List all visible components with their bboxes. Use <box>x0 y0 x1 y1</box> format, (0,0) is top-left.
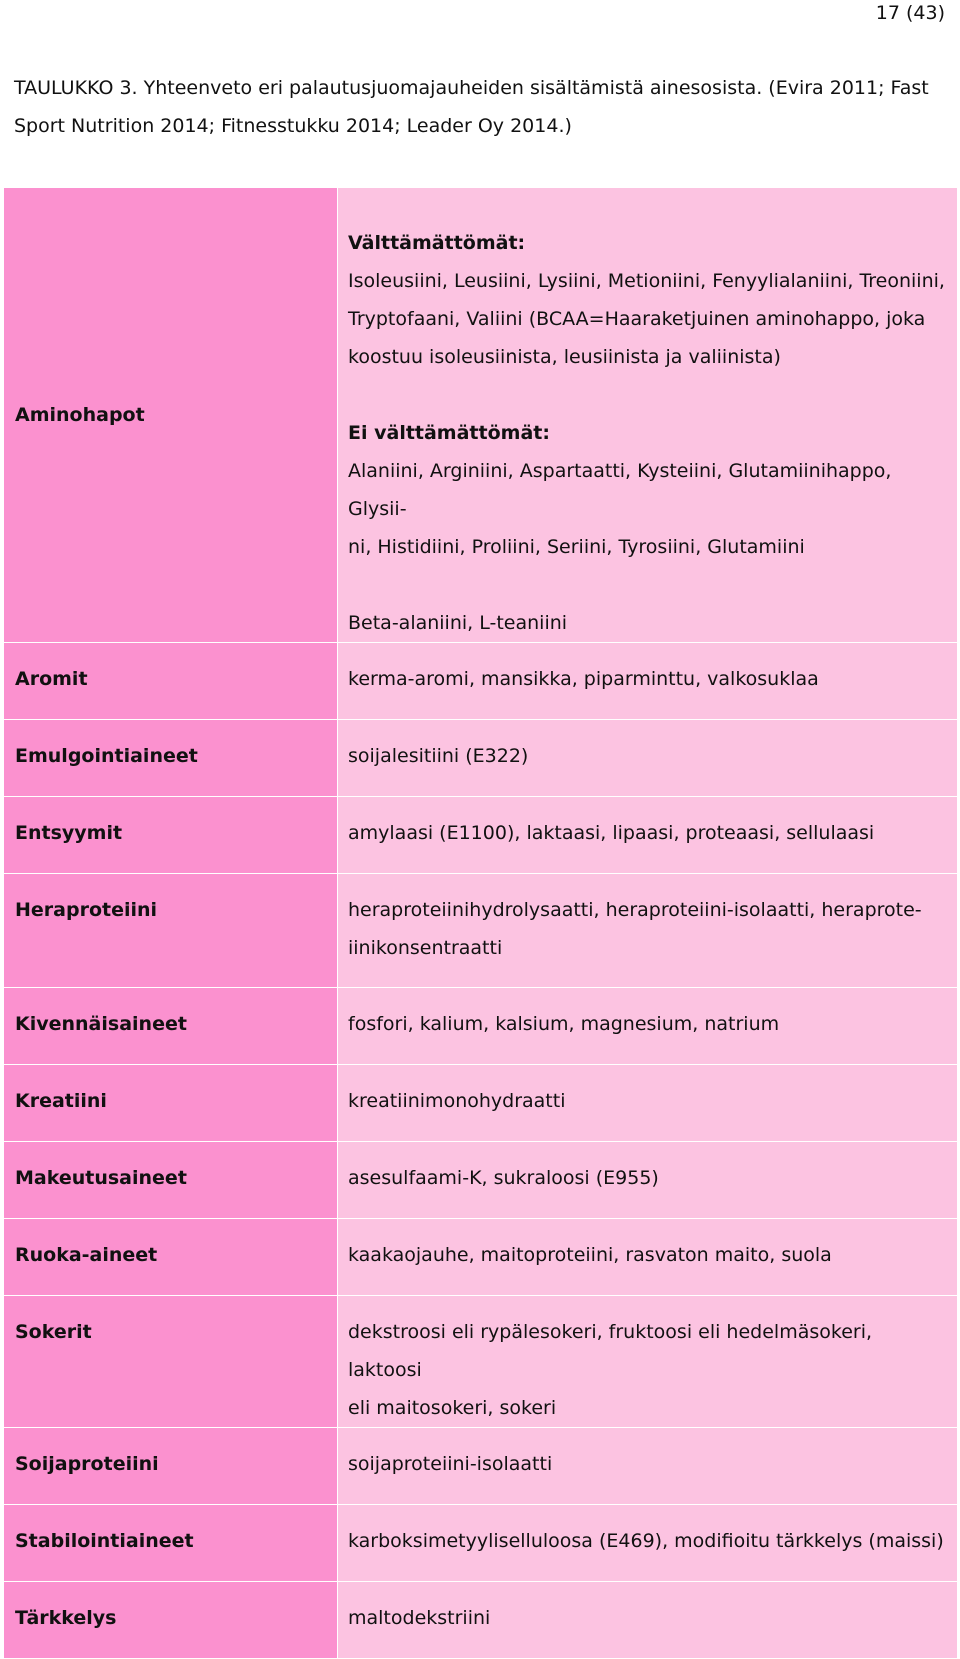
essential-line: Tryptofaani, Valiini (BCAA=Haaraketjuinen aminohappo, joka <box>348 308 926 330</box>
row-value <box>338 874 958 988</box>
row-value-line: soijalesitiini (E322) <box>348 745 529 767</box>
row-label: Emulgointiaineet <box>4 720 338 797</box>
row-value-line: maltodekstriini <box>348 1607 491 1629</box>
table-row <box>4 1219 958 1296</box>
row-value-line: amylaasi (E1100), laktaasi, lipaasi, proteaasi, sellulaasi <box>348 822 875 844</box>
ingredients-table <box>3 187 958 1659</box>
row-value-line: iinikonsentraatti <box>348 937 503 959</box>
table-row <box>4 643 958 720</box>
row-label: Sokerit <box>4 1296 338 1428</box>
table-row <box>4 1582 958 1659</box>
essential-line: Isoleusiini, Leusiini, Lysiini, Metioniini, Fenyylialaniini, Treoniini, <box>348 270 945 292</box>
table-row <box>4 1142 958 1219</box>
row-label: Aromit <box>4 643 338 720</box>
table-row <box>4 1428 958 1505</box>
row-label: Kivennäisaineet <box>4 988 338 1065</box>
row-label: Tärkkelys <box>4 1582 338 1659</box>
row-value-line: fosfori, kalium, kalsium, magnesium, natrium <box>348 1013 780 1035</box>
row-value-line: eli maitosokeri, sokeri <box>348 1397 557 1419</box>
other-amino-line: Beta-alaniini, L-teaniini <box>348 612 568 634</box>
row-value <box>338 797 958 874</box>
row-value-line: kerma-aromi, mansikka, piparminttu, valkosuklaa <box>348 668 819 690</box>
row-value-line: karboksimetyyliselluloosa (E469), modifioitu tärkkelys (maissi) <box>348 1530 944 1552</box>
row-value <box>338 720 958 797</box>
row-value <box>338 1065 958 1142</box>
row-value <box>338 1428 958 1505</box>
row-label: Heraproteiini <box>4 874 338 988</box>
row-label: Stabilointiaineet <box>4 1505 338 1582</box>
table-caption: TAULUKKO 3. Yhteenveto eri palautusjuomajauheiden sisältämistä ainesosista. (Evira 2011; Fast Sport Nutrition 2014; Fitnesstukku 2014; Leader Oy 2014.) <box>14 77 929 137</box>
row-value <box>338 1142 958 1219</box>
row-value-line: heraproteiinihydrolysaatti, heraproteiini-isolaatti, heraprote- <box>348 899 922 921</box>
row-value <box>338 643 958 720</box>
nonessential-heading: Ei välttämättömät: <box>348 422 550 444</box>
essential-heading: Välttämättömät: <box>348 232 526 254</box>
row-label: Soijaproteiini <box>4 1428 338 1505</box>
table-row <box>4 720 958 797</box>
row-label: Kreatiini <box>4 1065 338 1142</box>
nonessential-line: Alaniini, Arginiini, Aspartaatti, Kysteiini, Glutamiinihappo, Glysii- <box>348 460 892 520</box>
row-label: Ruoka-aineet <box>4 1219 338 1296</box>
row-value-line: asesulfaami-K, sukraloosi (E955) <box>348 1167 659 1189</box>
spacer <box>348 376 945 414</box>
row-value-line: dekstroosi eli rypälesokeri, fruktoosi eli hedelmäsokeri, laktoosi <box>348 1321 873 1381</box>
essential-line: koostuu isoleusiinista, leusiinista ja valiinista) <box>348 346 781 368</box>
row-value-line: kaakaojauhe, maitoproteiini, rasvaton maito, suola <box>348 1244 832 1266</box>
table-row-aminohapot <box>4 188 958 643</box>
row-value <box>338 1582 958 1659</box>
table-row <box>4 874 958 988</box>
page-number: 17 (43) <box>875 2 945 24</box>
table-row <box>4 1505 958 1582</box>
table-row <box>4 797 958 874</box>
row-value-line: soijaproteiini-isolaatti <box>348 1453 553 1475</box>
table-row <box>4 1065 958 1142</box>
row-value <box>338 1296 958 1428</box>
table-row <box>4 988 958 1065</box>
nonessential-line: ni, Histidiini, Proliini, Seriini, Tyrosiini, Glutamiini <box>348 536 805 558</box>
row-value <box>338 188 958 643</box>
row-label: Aminohapot <box>4 188 338 643</box>
table-row <box>4 1296 958 1428</box>
row-label: Makeutusaineet <box>4 1142 338 1219</box>
row-value <box>338 1505 958 1582</box>
row-value-line: kreatiinimonohydraatti <box>348 1090 566 1112</box>
row-value <box>338 988 958 1065</box>
row-label: Entsyymit <box>4 797 338 874</box>
spacer <box>348 566 945 604</box>
row-value <box>338 1219 958 1296</box>
